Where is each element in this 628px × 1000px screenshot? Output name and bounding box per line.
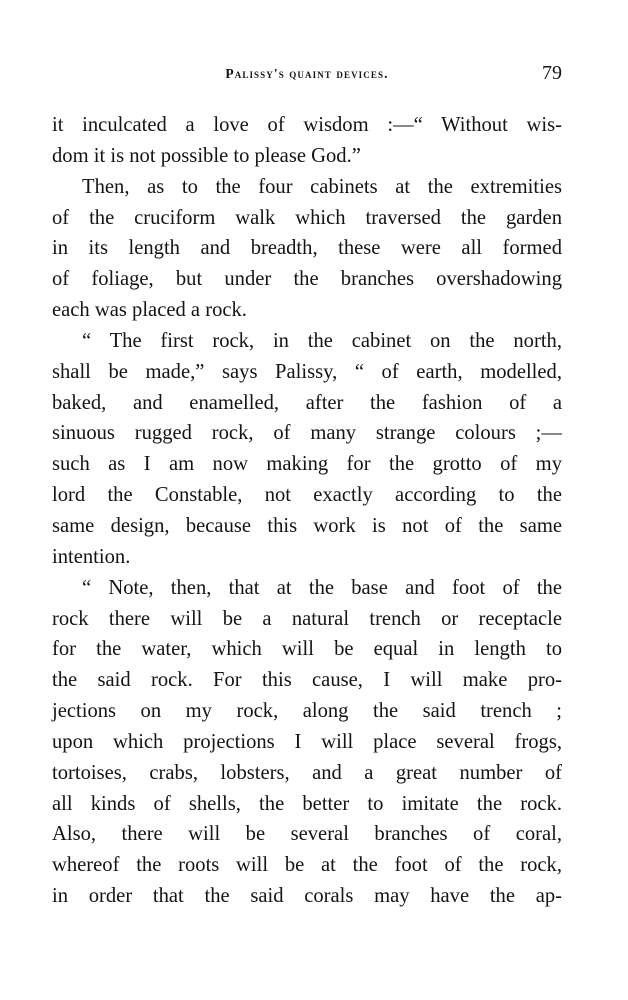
text-line: jections on my rock, along the said trench ;: [52, 700, 562, 723]
text-line: lord the Constable, not exactly according to the: [52, 484, 562, 507]
running-head: [52, 62, 562, 88]
text-line: Also, there will be several branches of coral,: [52, 823, 562, 846]
text-line: in order that the said corals may have the ap-: [52, 885, 562, 908]
text-line: the said rock. For this cause, I will make pro-: [52, 669, 562, 692]
text-line: dom it is not possible to please God.”: [52, 144, 361, 167]
text-line: each was placed a rock.: [52, 299, 247, 322]
paragraph-first-line: “ The first rock, in the cabinet on the north,: [82, 329, 562, 352]
text-line: it inculcated a love of wisdom :—“ Without wis-: [52, 114, 562, 136]
text-line: of the cruciform walk which traversed the garden: [52, 206, 562, 229]
text-line: shall be made,” says Palissy, “ of earth, modelled,: [52, 360, 562, 383]
text-line: upon which projections I will place several frogs,: [52, 730, 562, 753]
text-line: sinuous rugged rock, of many strange colours ;—: [52, 422, 562, 445]
text-line: of foliage, but under the branches overshadowing: [52, 268, 562, 291]
text-line: in its length and breadth, these were all formed: [52, 237, 562, 260]
text-line: tortoises, crabs, lobsters, and a great number of: [52, 761, 562, 784]
text-line: all kinds of shells, the better to imitate the rock.: [52, 792, 562, 815]
text-line: same design, because this work is not of the same: [52, 514, 562, 537]
running-title: Palissy's quaint devices.: [225, 66, 389, 81]
text-line: intention.: [52, 545, 131, 568]
text-line: such as I am now making for the grotto of my: [52, 453, 562, 476]
text-line: rock there will be a natural trench or receptacle: [52, 607, 562, 630]
paragraph-first-line: “ Note, then, that at the base and foot of the: [82, 576, 562, 599]
body-text: [52, 110, 562, 912]
text-line: whereof the roots will be at the foot of the rock,: [52, 854, 562, 877]
text-line: baked, and enamelled, after the fashion of a: [52, 391, 562, 414]
paragraph-first-line: Then, as to the four cabinets at the extremities: [82, 175, 562, 198]
page-number: 79: [542, 62, 562, 84]
text-line: for the water, which will be equal in length to: [52, 638, 562, 661]
